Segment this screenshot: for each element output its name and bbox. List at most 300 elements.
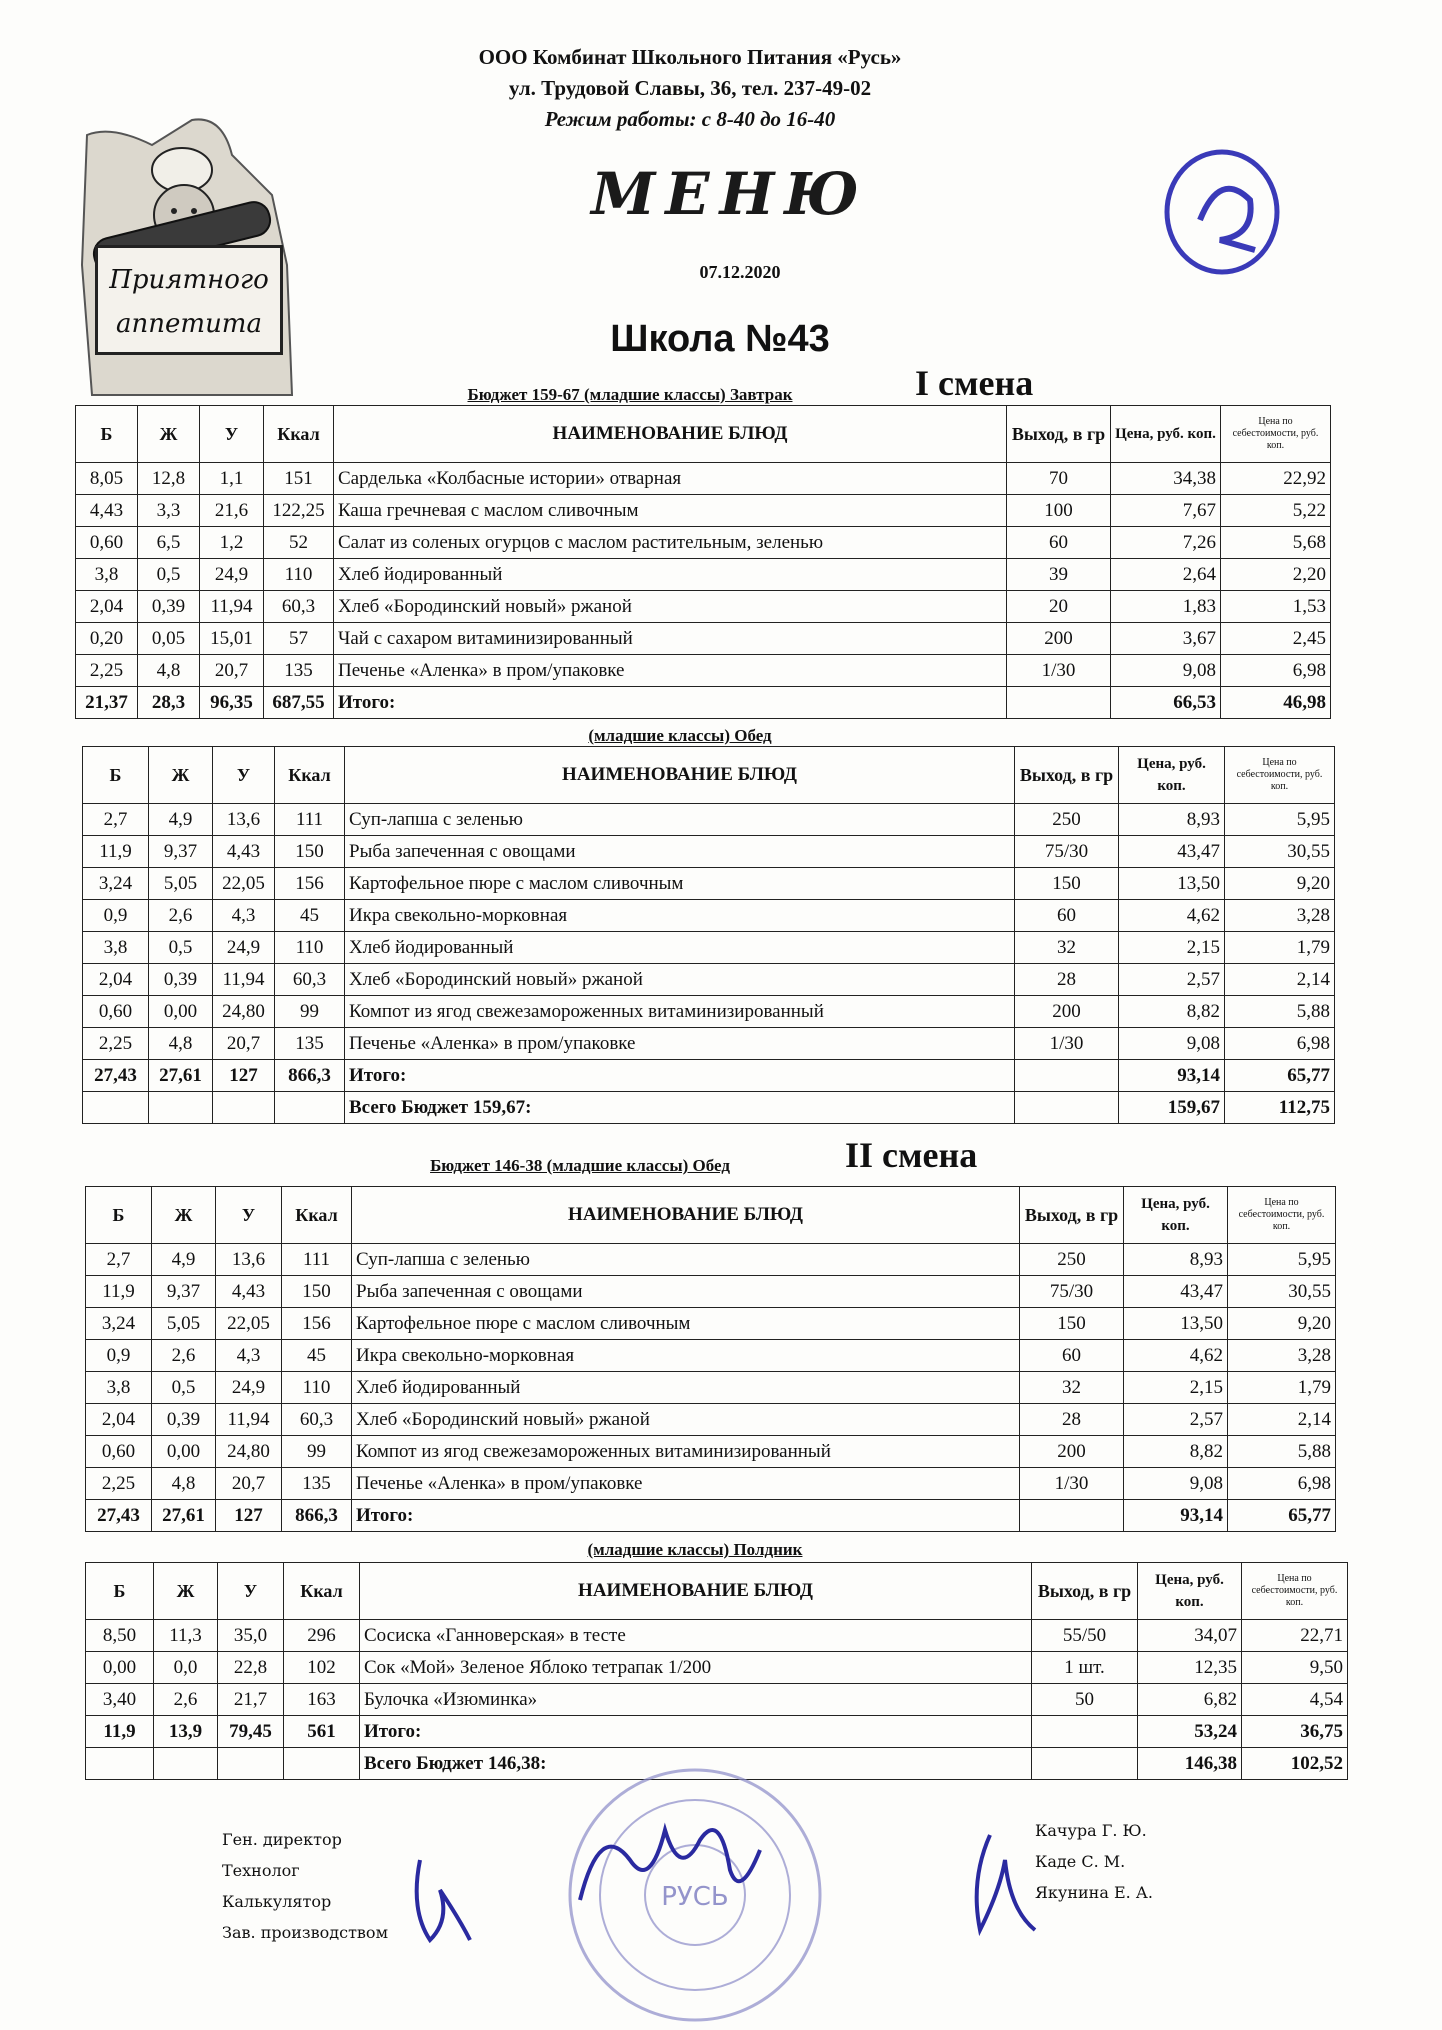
cell-u: 24,9 bbox=[216, 1372, 282, 1404]
lunch2-caption: Бюджет 146-38 (младшие классы) Обед bbox=[430, 1156, 730, 1175]
col-out: Выход, в гр bbox=[1015, 747, 1119, 804]
col-out: Выход, в гр bbox=[1020, 1187, 1124, 1244]
cell-out: 250 bbox=[1015, 804, 1119, 836]
col-price: Цена, руб. коп. bbox=[1111, 406, 1221, 463]
cell-out: 28 bbox=[1020, 1404, 1124, 1436]
cell-kcal: 110 bbox=[282, 1372, 352, 1404]
total-zh: 13,9 bbox=[154, 1716, 218, 1748]
table-header-row bbox=[83, 747, 1335, 804]
total-row bbox=[86, 1716, 1348, 1748]
role-production-head: Зав. производством bbox=[222, 1923, 389, 1942]
table-row bbox=[86, 1652, 1348, 1684]
cell-b: 2,04 bbox=[86, 1404, 152, 1436]
cell-price: 4,62 bbox=[1119, 900, 1225, 932]
table-row bbox=[86, 1468, 1336, 1500]
cell-name: Хлеб йодированный bbox=[345, 932, 1015, 964]
total-b: 11,9 bbox=[86, 1716, 154, 1748]
cell-kcal: 122,25 bbox=[264, 495, 334, 527]
cell-name: Хлеб йодированный bbox=[334, 559, 1007, 591]
cell-u: 11,94 bbox=[213, 964, 275, 996]
total-u: 79,45 bbox=[218, 1716, 284, 1748]
cell-u: 24,80 bbox=[216, 1436, 282, 1468]
signature-director-icon bbox=[570, 1800, 770, 1920]
col-b: Б bbox=[86, 1563, 154, 1620]
total-zh: 28,3 bbox=[138, 687, 200, 719]
cell-price: 13,50 bbox=[1124, 1308, 1228, 1340]
col-name: НАИМЕНОВАНИЕ БЛЮД bbox=[360, 1563, 1032, 1620]
col-cost: Цена по себестоимости, руб. коп. bbox=[1221, 406, 1331, 463]
cell-cost: 5,95 bbox=[1228, 1244, 1336, 1276]
empty-cell bbox=[154, 1748, 218, 1780]
logo-text-1: Приятного bbox=[109, 265, 269, 295]
menu-title: МЕНЮ bbox=[591, 160, 869, 228]
grand-total-price: 159,67 bbox=[1119, 1092, 1225, 1124]
grand-total-cost: 112,75 bbox=[1225, 1092, 1335, 1124]
signature-technologist-icon bbox=[400, 1850, 480, 1950]
table-row bbox=[83, 868, 1335, 900]
cell-cost: 5,88 bbox=[1225, 996, 1335, 1028]
total-b: 27,43 bbox=[86, 1500, 152, 1532]
cell-zh: 4,8 bbox=[149, 1028, 213, 1060]
cell-price: 34,07 bbox=[1138, 1620, 1242, 1652]
empty-cell bbox=[213, 1092, 275, 1124]
cell-out: 200 bbox=[1020, 1436, 1124, 1468]
col-cost: Цена по себестоимости, руб. коп. bbox=[1242, 1563, 1348, 1620]
cell-price: 9,08 bbox=[1119, 1028, 1225, 1060]
cell-zh: 2,6 bbox=[154, 1684, 218, 1716]
grand-total-label: Всего Бюджет 159,67: bbox=[345, 1092, 1015, 1124]
cell-out: 55/50 bbox=[1032, 1620, 1138, 1652]
table-row bbox=[86, 1340, 1336, 1372]
col-cost: Цена по себестоимости, руб. коп. bbox=[1228, 1187, 1336, 1244]
cell-cost: 2,45 bbox=[1221, 623, 1331, 655]
signature-calculator-icon bbox=[950, 1830, 1040, 1940]
col-price: Цена, руб. коп. bbox=[1138, 1563, 1242, 1620]
cell-u: 35,0 bbox=[218, 1620, 284, 1652]
cell-price: 12,35 bbox=[1138, 1652, 1242, 1684]
cell-zh: 9,37 bbox=[152, 1276, 216, 1308]
total-label: Итого: bbox=[352, 1500, 1020, 1532]
cell-b: 4,43 bbox=[76, 495, 138, 527]
cell-u: 13,6 bbox=[216, 1244, 282, 1276]
col-u: У bbox=[216, 1187, 282, 1244]
cell-name: Салат из соленых огурцов с маслом растительным, зеленью bbox=[334, 527, 1007, 559]
cell-b: 0,60 bbox=[86, 1436, 152, 1468]
cell-b: 0,00 bbox=[86, 1652, 154, 1684]
cell-kcal: 45 bbox=[275, 900, 345, 932]
cell-u: 13,6 bbox=[213, 804, 275, 836]
cell-cost: 2,20 bbox=[1221, 559, 1331, 591]
cell-zh: 4,8 bbox=[138, 655, 200, 687]
col-price: Цена, руб. коп. bbox=[1124, 1187, 1228, 1244]
cell-u: 22,05 bbox=[216, 1308, 282, 1340]
cell-b: 0,60 bbox=[76, 527, 138, 559]
cell-u: 4,43 bbox=[213, 836, 275, 868]
snack-table bbox=[85, 1562, 1348, 1780]
total-cost: 65,77 bbox=[1225, 1060, 1335, 1092]
cell-out: 1 шт. bbox=[1032, 1652, 1138, 1684]
cell-cost: 6,98 bbox=[1221, 655, 1331, 687]
col-kcal: Ккал bbox=[264, 406, 334, 463]
cell-price: 3,67 bbox=[1111, 623, 1221, 655]
cell-kcal: 57 bbox=[264, 623, 334, 655]
col-name: НАИМЕНОВАНИЕ БЛЮД bbox=[352, 1187, 1020, 1244]
cell-price: 2,57 bbox=[1124, 1404, 1228, 1436]
cell-price: 8,93 bbox=[1124, 1244, 1228, 1276]
table-row bbox=[86, 1404, 1336, 1436]
cell-u: 4,3 bbox=[216, 1340, 282, 1372]
cell-u: 24,80 bbox=[213, 996, 275, 1028]
cell-zh: 0,39 bbox=[152, 1404, 216, 1436]
blue-stamp-icon bbox=[1160, 140, 1290, 280]
cell-name: Компот из ягод свежезамороженных витаминизированный bbox=[345, 996, 1015, 1028]
cell-cost: 1,79 bbox=[1228, 1372, 1336, 1404]
cell-cost: 9,50 bbox=[1242, 1652, 1348, 1684]
logo-plaque bbox=[95, 245, 283, 355]
cell-kcal: 45 bbox=[282, 1340, 352, 1372]
empty-cell bbox=[218, 1748, 284, 1780]
cell-b: 11,9 bbox=[83, 836, 149, 868]
cell-zh: 4,9 bbox=[152, 1244, 216, 1276]
role-director: Ген. директор bbox=[222, 1830, 342, 1849]
cell-out: 60 bbox=[1007, 527, 1111, 559]
cell-cost: 6,98 bbox=[1225, 1028, 1335, 1060]
cell-price: 2,15 bbox=[1119, 932, 1225, 964]
total-price: 66,53 bbox=[1111, 687, 1221, 719]
table-row bbox=[76, 463, 1331, 495]
cell-price: 7,26 bbox=[1111, 527, 1221, 559]
cell-b: 0,9 bbox=[86, 1340, 152, 1372]
cell-b: 2,04 bbox=[76, 591, 138, 623]
col-b: Б bbox=[83, 747, 149, 804]
cell-cost: 30,55 bbox=[1225, 836, 1335, 868]
table-row bbox=[83, 900, 1335, 932]
empty-cell bbox=[1032, 1748, 1138, 1780]
col-u: У bbox=[213, 747, 275, 804]
table-header-row bbox=[76, 406, 1331, 463]
cell-cost: 3,28 bbox=[1228, 1340, 1336, 1372]
cell-u: 22,05 bbox=[213, 868, 275, 900]
stamp-text: РУСЬ bbox=[661, 1882, 729, 1912]
cell-cost: 30,55 bbox=[1228, 1276, 1336, 1308]
table-row bbox=[83, 964, 1335, 996]
cell-name: Хлеб «Бородинский новый» ржаной bbox=[352, 1404, 1020, 1436]
cell-b: 3,8 bbox=[86, 1372, 152, 1404]
col-name: НАИМЕНОВАНИЕ БЛЮД bbox=[345, 747, 1015, 804]
cell-b: 3,8 bbox=[76, 559, 138, 591]
cell-zh: 5,05 bbox=[149, 868, 213, 900]
cell-kcal: 60,3 bbox=[282, 1404, 352, 1436]
cell-kcal: 163 bbox=[284, 1684, 360, 1716]
cell-out: 32 bbox=[1020, 1372, 1124, 1404]
shift-1-label: I смена bbox=[915, 363, 1034, 403]
school-title: Школа №43 bbox=[610, 318, 830, 360]
col-out: Выход, в гр bbox=[1032, 1563, 1138, 1620]
grand-total-price: 146,38 bbox=[1138, 1748, 1242, 1780]
total-price: 53,24 bbox=[1138, 1716, 1242, 1748]
cell-cost: 2,14 bbox=[1225, 964, 1335, 996]
cell-u: 24,9 bbox=[213, 932, 275, 964]
grand-total-label: Всего Бюджет 146,38: bbox=[360, 1748, 1032, 1780]
total-label: Итого: bbox=[345, 1060, 1015, 1092]
cell-zh: 4,9 bbox=[149, 804, 213, 836]
empty-cell bbox=[1015, 1092, 1119, 1124]
empty-cell bbox=[149, 1092, 213, 1124]
cell-out: 28 bbox=[1015, 964, 1119, 996]
lunch1-caption: (младшие классы) Обед bbox=[588, 726, 772, 745]
cell-u: 1,1 bbox=[200, 463, 264, 495]
cell-b: 2,25 bbox=[83, 1028, 149, 1060]
col-u: У bbox=[200, 406, 264, 463]
total-price: 93,14 bbox=[1119, 1060, 1225, 1092]
total-out bbox=[1015, 1060, 1119, 1092]
col-name: НАИМЕНОВАНИЕ БЛЮД bbox=[334, 406, 1007, 463]
cell-out: 32 bbox=[1015, 932, 1119, 964]
cell-u: 15,01 bbox=[200, 623, 264, 655]
cell-b: 2,25 bbox=[86, 1468, 152, 1500]
cell-out: 60 bbox=[1020, 1340, 1124, 1372]
cell-kcal: 150 bbox=[275, 836, 345, 868]
total-zh: 27,61 bbox=[152, 1500, 216, 1532]
col-zh: Ж bbox=[138, 406, 200, 463]
col-u: У bbox=[218, 1563, 284, 1620]
cell-name: Сосиска «Ганноверская» в тесте bbox=[360, 1620, 1032, 1652]
cell-out: 20 bbox=[1007, 591, 1111, 623]
menu-date: 07.12.2020 bbox=[699, 262, 781, 282]
col-zh: Ж bbox=[152, 1187, 216, 1244]
cell-cost: 9,20 bbox=[1228, 1308, 1336, 1340]
role-technologist: Технолог bbox=[222, 1861, 300, 1880]
cell-u: 11,94 bbox=[216, 1404, 282, 1436]
cell-name: Рыба запеченная с овощами bbox=[352, 1276, 1020, 1308]
col-kcal: Ккал bbox=[284, 1563, 360, 1620]
col-kcal: Ккал bbox=[282, 1187, 352, 1244]
cell-zh: 11,3 bbox=[154, 1620, 218, 1652]
total-u: 96,35 bbox=[200, 687, 264, 719]
cell-price: 4,62 bbox=[1124, 1340, 1228, 1372]
total-out bbox=[1020, 1500, 1124, 1532]
lunch2-table bbox=[85, 1186, 1336, 1532]
cell-price: 6,82 bbox=[1138, 1684, 1242, 1716]
cell-cost: 1,79 bbox=[1225, 932, 1335, 964]
cell-out: 75/30 bbox=[1015, 836, 1119, 868]
cell-out: 1/30 bbox=[1020, 1468, 1124, 1500]
cell-price: 1,83 bbox=[1111, 591, 1221, 623]
cell-u: 20,7 bbox=[200, 655, 264, 687]
cell-name: Булочка «Изюминка» bbox=[360, 1684, 1032, 1716]
cell-out: 150 bbox=[1020, 1308, 1124, 1340]
empty-cell bbox=[275, 1092, 345, 1124]
cell-name: Каша гречневая с маслом сливочным bbox=[334, 495, 1007, 527]
snack-caption: (младшие классы) Полдник bbox=[587, 1540, 803, 1559]
cell-name: Компот из ягод свежезамороженных витаминизированный bbox=[352, 1436, 1020, 1468]
cell-out: 39 bbox=[1007, 559, 1111, 591]
cell-b: 2,7 bbox=[83, 804, 149, 836]
table-row bbox=[86, 1372, 1336, 1404]
cell-name: Хлеб йодированный bbox=[352, 1372, 1020, 1404]
cell-u: 1,2 bbox=[200, 527, 264, 559]
cell-out: 200 bbox=[1015, 996, 1119, 1028]
cell-kcal: 99 bbox=[275, 996, 345, 1028]
cell-kcal: 111 bbox=[282, 1244, 352, 1276]
cell-b: 3,40 bbox=[86, 1684, 154, 1716]
cell-kcal: 110 bbox=[275, 932, 345, 964]
table-row bbox=[86, 1436, 1336, 1468]
cell-cost: 4,54 bbox=[1242, 1684, 1348, 1716]
cell-price: 2,57 bbox=[1119, 964, 1225, 996]
cell-out: 70 bbox=[1007, 463, 1111, 495]
col-price: Цена, руб. коп. bbox=[1119, 747, 1225, 804]
grand-total-cost: 102,52 bbox=[1242, 1748, 1348, 1780]
breakfast-table bbox=[75, 405, 1331, 719]
total-kcal: 687,55 bbox=[264, 687, 334, 719]
grand-total-row bbox=[83, 1092, 1335, 1124]
cell-kcal: 151 bbox=[264, 463, 334, 495]
cell-out: 150 bbox=[1015, 868, 1119, 900]
cell-out: 100 bbox=[1007, 495, 1111, 527]
cell-b: 2,04 bbox=[83, 964, 149, 996]
cell-kcal: 150 bbox=[282, 1276, 352, 1308]
cell-price: 8,93 bbox=[1119, 804, 1225, 836]
cell-zh: 3,3 bbox=[138, 495, 200, 527]
role-calculator: Калькулятор bbox=[222, 1892, 332, 1911]
cell-u: 11,94 bbox=[200, 591, 264, 623]
cell-name: Икра свекольно-морковная bbox=[352, 1340, 1020, 1372]
total-b: 21,37 bbox=[76, 687, 138, 719]
cell-u: 22,8 bbox=[218, 1652, 284, 1684]
cell-price: 7,67 bbox=[1111, 495, 1221, 527]
cell-kcal: 135 bbox=[264, 655, 334, 687]
cell-kcal: 102 bbox=[284, 1652, 360, 1684]
cell-zh: 0,00 bbox=[152, 1436, 216, 1468]
footer-roles bbox=[222, 1824, 388, 1948]
name-calculator: Якунина Е. А. bbox=[1035, 1883, 1154, 1902]
total-kcal: 561 bbox=[284, 1716, 360, 1748]
cell-kcal: 135 bbox=[282, 1468, 352, 1500]
table-row bbox=[76, 527, 1331, 559]
cell-zh: 0,5 bbox=[152, 1372, 216, 1404]
table-row bbox=[83, 932, 1335, 964]
cell-name: Сок «Мой» Зеленое Яблоко тетрапак 1/200 bbox=[360, 1652, 1032, 1684]
cell-price: 9,08 bbox=[1111, 655, 1221, 687]
cell-kcal: 296 bbox=[284, 1620, 360, 1652]
total-u: 127 bbox=[216, 1500, 282, 1532]
cell-kcal: 111 bbox=[275, 804, 345, 836]
cell-out: 250 bbox=[1020, 1244, 1124, 1276]
cell-name: Чай с сахаром витаминизированный bbox=[334, 623, 1007, 655]
total-row bbox=[86, 1500, 1336, 1532]
cell-price: 2,64 bbox=[1111, 559, 1221, 591]
cell-price: 9,08 bbox=[1124, 1468, 1228, 1500]
cell-b: 3,8 bbox=[83, 932, 149, 964]
cell-u: 4,3 bbox=[213, 900, 275, 932]
cell-b: 0,20 bbox=[76, 623, 138, 655]
cell-cost: 5,88 bbox=[1228, 1436, 1336, 1468]
cell-kcal: 110 bbox=[264, 559, 334, 591]
cell-out: 75/30 bbox=[1020, 1276, 1124, 1308]
cell-zh: 0,05 bbox=[138, 623, 200, 655]
col-zh: Ж bbox=[149, 747, 213, 804]
cell-name: Печенье «Аленка» в пром/упаковке bbox=[352, 1468, 1020, 1500]
cell-name: Хлеб «Бородинский новый» ржаной bbox=[334, 591, 1007, 623]
cell-name: Печенье «Аленка» в пром/упаковке bbox=[334, 655, 1007, 687]
empty-cell bbox=[86, 1748, 154, 1780]
table-header-row bbox=[86, 1187, 1336, 1244]
breakfast-caption: Бюджет 159-67 (младшие классы) Завтрак bbox=[467, 385, 793, 404]
name-director: Качура Г. Ю. bbox=[1035, 1821, 1147, 1840]
cell-name: Картофельное пюре с маслом сливочным bbox=[352, 1308, 1020, 1340]
cell-name: Икра свекольно-морковная bbox=[345, 900, 1015, 932]
col-b: Б bbox=[86, 1187, 152, 1244]
table-row bbox=[83, 836, 1335, 868]
total-b: 27,43 bbox=[83, 1060, 149, 1092]
total-row bbox=[76, 687, 1331, 719]
name-technologist: Каде С. М. bbox=[1035, 1852, 1126, 1871]
cell-u: 24,9 bbox=[200, 559, 264, 591]
cell-price: 8,82 bbox=[1119, 996, 1225, 1028]
cell-price: 13,50 bbox=[1119, 868, 1225, 900]
cell-name: Рыба запеченная с овощами bbox=[345, 836, 1015, 868]
total-out bbox=[1032, 1716, 1138, 1748]
cell-name: Суп-лапша с зеленью bbox=[345, 804, 1015, 836]
table-row bbox=[86, 1276, 1336, 1308]
cell-b: 3,24 bbox=[86, 1308, 152, 1340]
cell-b: 8,50 bbox=[86, 1620, 154, 1652]
cell-zh: 12,8 bbox=[138, 463, 200, 495]
company-address: ул. Трудовой Славы, 36, тел. 237-49-02 bbox=[508, 76, 872, 100]
cell-out: 60 bbox=[1015, 900, 1119, 932]
col-kcal: Ккал bbox=[275, 747, 345, 804]
cell-name: Печенье «Аленка» в пром/упаковке bbox=[345, 1028, 1015, 1060]
cell-out: 1/30 bbox=[1007, 655, 1111, 687]
cell-price: 43,47 bbox=[1124, 1276, 1228, 1308]
total-kcal: 866,3 bbox=[275, 1060, 345, 1092]
cell-cost: 9,20 bbox=[1225, 868, 1335, 900]
cell-b: 0,60 bbox=[83, 996, 149, 1028]
cell-cost: 5,68 bbox=[1221, 527, 1331, 559]
footer-names bbox=[1035, 1815, 1153, 1908]
cell-zh: 4,8 bbox=[152, 1468, 216, 1500]
total-cost: 46,98 bbox=[1221, 687, 1331, 719]
company-hours: Режим работы: с 8-40 до 16-40 bbox=[544, 107, 836, 131]
cell-zh: 6,5 bbox=[138, 527, 200, 559]
cell-zh: 0,39 bbox=[149, 964, 213, 996]
cell-name: Суп-лапша с зеленью bbox=[352, 1244, 1020, 1276]
cell-kcal: 60,3 bbox=[264, 591, 334, 623]
cell-zh: 9,37 bbox=[149, 836, 213, 868]
cell-cost: 5,22 bbox=[1221, 495, 1331, 527]
cell-price: 34,38 bbox=[1111, 463, 1221, 495]
cell-kcal: 135 bbox=[275, 1028, 345, 1060]
table-row bbox=[76, 495, 1331, 527]
cell-b: 2,25 bbox=[76, 655, 138, 687]
col-b: Б bbox=[76, 406, 138, 463]
lunch1-table bbox=[82, 746, 1335, 1124]
cell-price: 2,15 bbox=[1124, 1372, 1228, 1404]
cell-cost: 6,98 bbox=[1228, 1468, 1336, 1500]
table-row bbox=[76, 655, 1331, 687]
company-header bbox=[330, 42, 1050, 135]
col-cost: Цена по себестоимости, руб. коп. bbox=[1225, 747, 1335, 804]
cell-b: 8,05 bbox=[76, 463, 138, 495]
cell-kcal: 52 bbox=[264, 527, 334, 559]
cell-zh: 2,6 bbox=[152, 1340, 216, 1372]
cell-zh: 0,00 bbox=[149, 996, 213, 1028]
total-label: Итого: bbox=[360, 1716, 1032, 1748]
cell-kcal: 156 bbox=[275, 868, 345, 900]
col-zh: Ж bbox=[154, 1563, 218, 1620]
empty-cell bbox=[284, 1748, 360, 1780]
